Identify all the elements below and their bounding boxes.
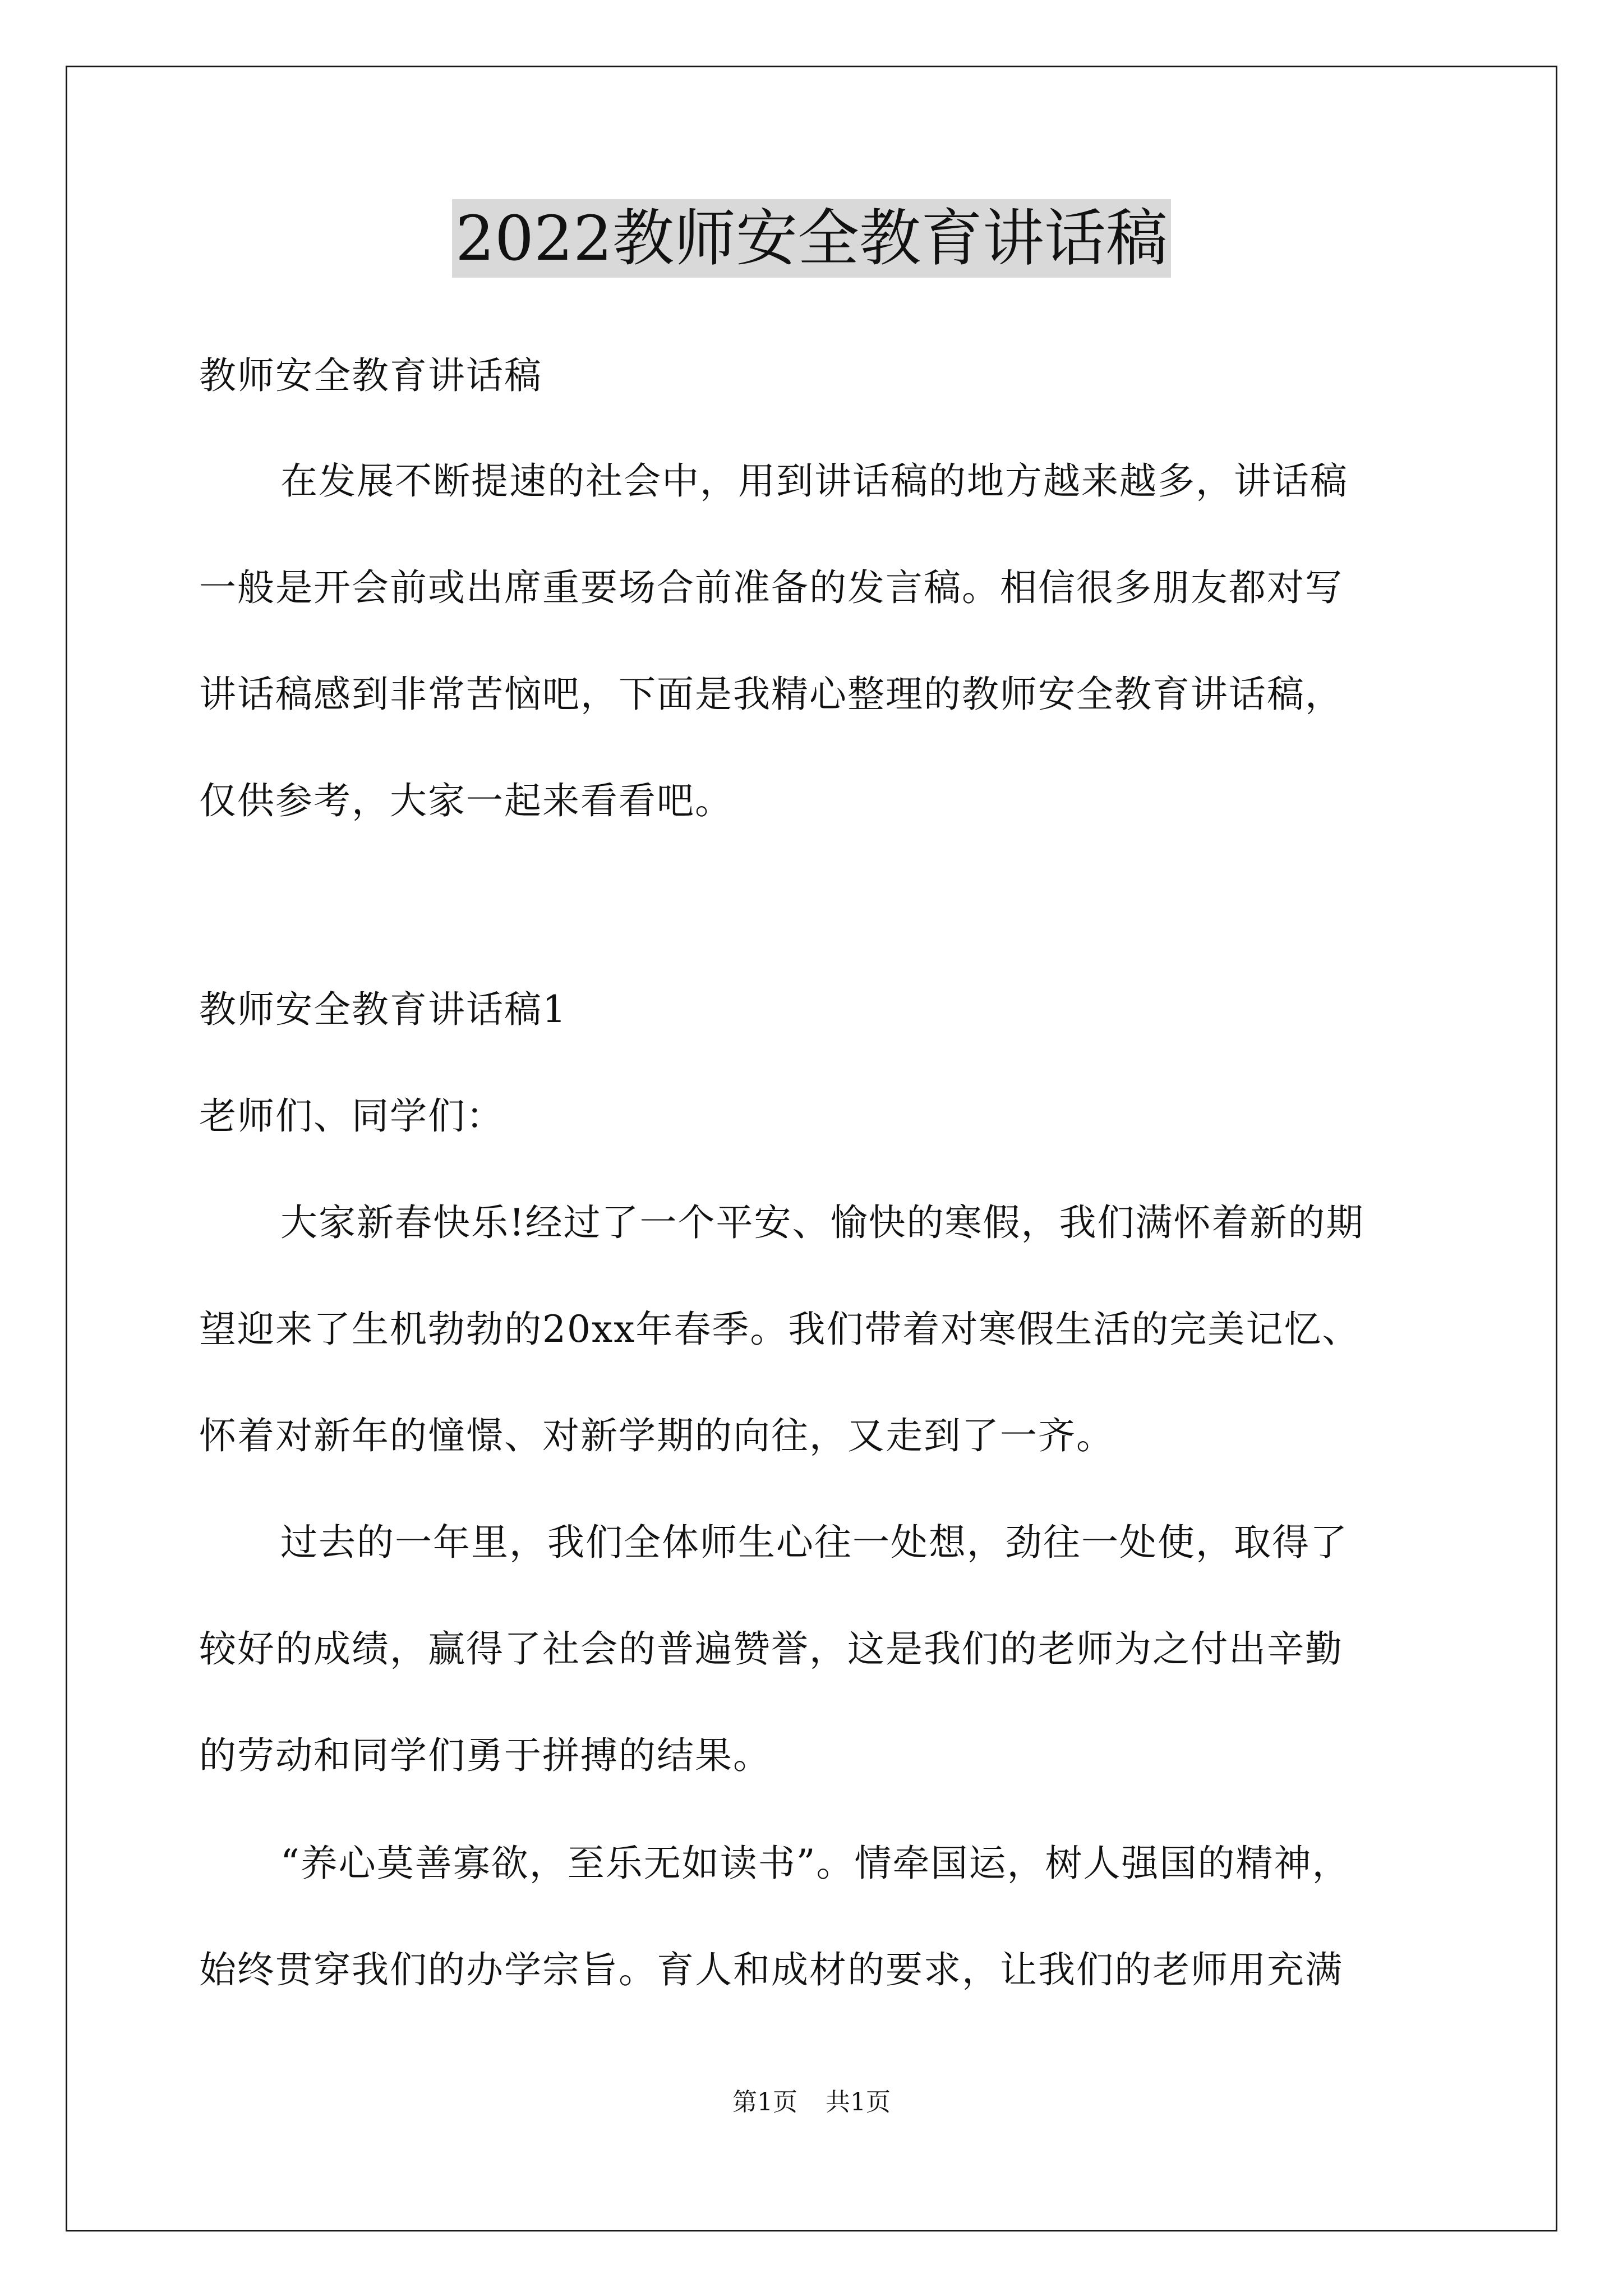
paragraph-line: “养心莫善寡欲，至乐无如读书”。情牵国运，树人强国的精神， [280, 1842, 1350, 1885]
section-heading: 教师安全教育讲话稿1 [199, 988, 567, 1031]
page-footer [0, 2087, 1623, 2118]
paragraph-line: 的劳动和同学们勇于拼搏的结果。 [199, 1734, 771, 1777]
paragraph-line: 望迎来了生机勃勃的20xx年春季。我们带着对寒假生活的完美记忆、 [199, 1308, 1361, 1351]
page-number-total: 共1页 [826, 2088, 891, 2116]
paragraph-line: 仅供参考，大家一起来看看吧。 [199, 779, 733, 822]
paragraph-line: 讲话稿感到非常苦恼吧，下面是我精心整理的教师安全教育讲话稿， [199, 673, 1343, 716]
paragraph-line: 怀着对新年的憧憬、对新学期的向往，又走到了一齐。 [199, 1414, 1114, 1457]
page-number-current: 第1页 [732, 2088, 797, 2116]
heading-line: 教师安全教育讲话稿 [199, 354, 542, 397]
paragraph-line: 大家新春快乐!经过了一个平安、愉快的寒假，我们满怀着新的期 [280, 1201, 1364, 1244]
paragraph-line: 过去的一年里，我们全体师生心往一处想，劲往一处使，取得了 [280, 1521, 1348, 1564]
salutation-line: 老师们、同学们： [199, 1094, 504, 1138]
document-title: 2022教师安全教育讲话稿 [452, 199, 1171, 278]
paragraph-line: 一般是开会前或出席重要场合前准备的发言稿。相信很多朋友都对写 [199, 566, 1343, 609]
paragraph-line: 较好的成绩，赢得了社会的普遍赞誉，这是我们的老师为之付出辛勤 [199, 1627, 1343, 1671]
paragraph-line: 始终贯穿我们的办学宗旨。育人和成材的要求，让我们的老师用充满 [199, 1948, 1343, 1991]
title-container [0, 199, 1623, 278]
paragraph-line: 在发展不断提速的社会中，用到讲话稿的地方越来越多，讲话稿 [280, 459, 1348, 503]
